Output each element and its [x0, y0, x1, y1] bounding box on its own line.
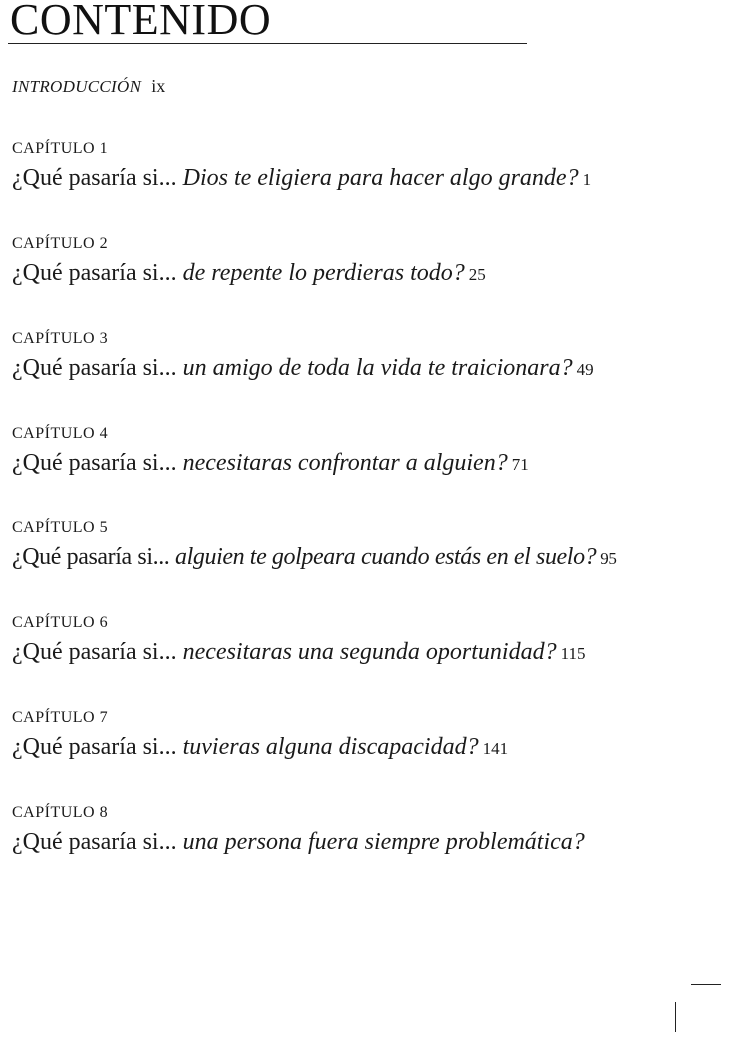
chapter-lead: ¿Qué pasaría si... [12, 355, 177, 381]
chapter-title [12, 733, 508, 763]
chapter-page-number: 25 [468, 265, 486, 284]
chapter-title [12, 354, 594, 384]
chapter-lead: ¿Qué pasaría si... [12, 450, 177, 476]
chapter-label: CAPÍTULO 2 [12, 235, 109, 252]
chapter-title [12, 449, 529, 479]
chapter-page-number: 95 [600, 549, 617, 568]
toc-entry-chapter-5[interactable] [12, 519, 616, 573]
chapter-title [12, 828, 589, 858]
chapter-question: necesitaras confrontar a alguien? [182, 450, 508, 476]
chapter-label: CAPÍTULO 5 [12, 519, 109, 536]
chapter-page-number: 141 [482, 739, 509, 758]
intro-label: INTRODUCCIÓN [12, 77, 142, 96]
title-rule [8, 43, 527, 44]
toc-entry-introduccion[interactable] [12, 76, 165, 97]
chapter-lead: ¿Qué pasaría si... [12, 829, 177, 855]
toc-entry-chapter-6[interactable] [12, 614, 585, 668]
chapter-question: tuvieras alguna discapacidad? [182, 734, 479, 760]
chapter-question: Dios te eligiera para hacer algo grande? [182, 165, 579, 191]
chapter-title [12, 259, 486, 289]
chapter-page-number: 115 [560, 644, 586, 663]
chapter-title [12, 543, 616, 573]
toc-entry-chapter-2[interactable] [12, 235, 486, 289]
chapter-label: CAPÍTULO 3 [12, 330, 109, 347]
chapter-title [12, 638, 585, 668]
chapter-question: una persona fuera siempre problemática? [182, 829, 585, 855]
toc-entry-chapter-7[interactable] [12, 709, 508, 763]
chapter-lead: ¿Qué pasaría si... [12, 639, 177, 665]
toc-entry-chapter-3[interactable] [12, 330, 594, 384]
chapter-question: un amigo de toda la vida te traicionara? [182, 355, 573, 381]
chapter-label: CAPÍTULO 4 [12, 425, 109, 442]
chapter-lead: ¿Qué pasaría si... [12, 734, 177, 760]
chapter-page-number: 49 [576, 360, 594, 379]
chapter-page-number: 71 [511, 455, 529, 474]
toc-entry-chapter-1[interactable] [12, 140, 591, 194]
toc-entry-chapter-4[interactable] [12, 425, 529, 479]
chapter-question: de repente lo perdieras todo? [182, 260, 465, 286]
crop-mark-vertical [675, 1002, 676, 1032]
chapter-question: necesitaras una segunda oportunidad? [182, 639, 557, 665]
chapter-lead: ¿Qué pasaría si... [12, 544, 170, 570]
intro-page-number: ix [151, 76, 166, 96]
chapter-page-number: 1 [582, 170, 592, 189]
crop-mark-horizontal [691, 984, 721, 985]
chapter-question: alguien te golpeara cuando estás en el suelo? [175, 544, 597, 570]
chapter-lead: ¿Qué pasaría si... [12, 260, 177, 286]
chapter-title [12, 164, 591, 194]
chapter-label: CAPÍTULO 8 [12, 804, 109, 821]
chapter-label: CAPÍTULO 1 [12, 140, 109, 157]
chapter-label: CAPÍTULO 6 [12, 614, 109, 631]
page-title: CONTENIDO [10, 0, 272, 44]
chapter-label: CAPÍTULO 7 [12, 709, 109, 726]
chapter-lead: ¿Qué pasaría si... [12, 165, 177, 191]
toc-entry-chapter-8[interactable] [12, 804, 589, 858]
